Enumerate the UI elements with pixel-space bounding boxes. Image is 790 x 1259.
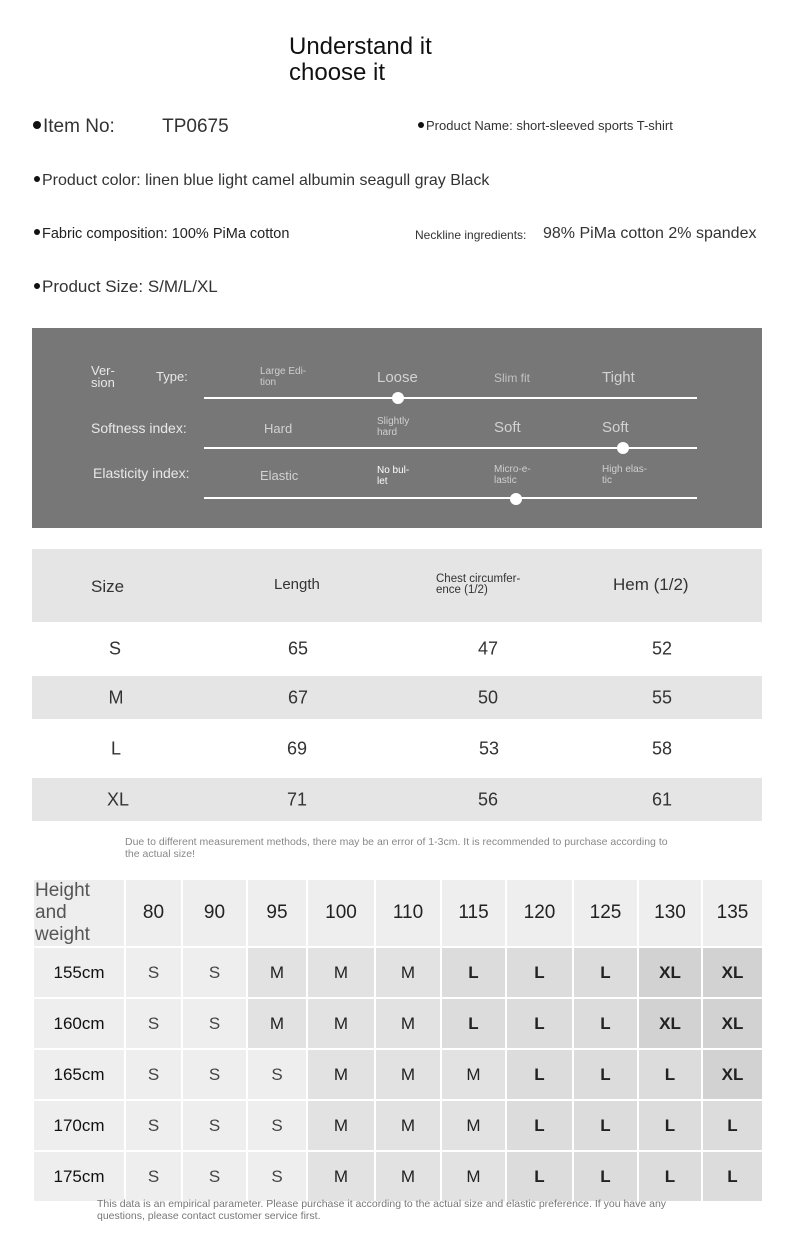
softness-label: Softness index: [91, 420, 187, 436]
bullet-icon [34, 176, 40, 182]
attribute-panel [32, 328, 762, 528]
bullet-icon [33, 121, 41, 129]
weight-header: 95 [247, 879, 307, 947]
size-cell: L [638, 1049, 702, 1100]
size-cell: M [375, 1049, 441, 1100]
table-row [33, 998, 763, 1049]
size-cell: L [441, 998, 506, 1049]
header-length: Length [274, 576, 320, 593]
size-cell: M [441, 1049, 506, 1100]
bullet-icon [34, 229, 40, 235]
cell-size: XL [106, 789, 130, 809]
product-color: Product color: linen blue light camel albumin seagull gray Black [34, 172, 489, 190]
cell-size: S [108, 638, 122, 659]
cell-chest: 56 [477, 789, 499, 809]
product-size: Product Size: S/M/L/XL [34, 277, 218, 297]
cell-length: 67 [287, 687, 309, 707]
size-cell: L [506, 1049, 573, 1100]
size-cell: S [182, 998, 247, 1049]
measurement-note: Due to different measurement methods, there may be an error of 1-3cm. It is recommended to purchase according to the actual size! [125, 836, 668, 860]
size-cell: S [247, 1049, 307, 1100]
table-row [33, 1151, 763, 1202]
size-cell: L [506, 947, 573, 998]
softness-slider-marker [617, 442, 629, 454]
size-cell: L [573, 998, 638, 1049]
size-cell: M [307, 1151, 375, 1202]
height-label: 160cm [33, 998, 125, 1049]
table-row [32, 622, 762, 676]
cell-chest: 53 [478, 738, 500, 758]
header-hem: Hem (1/2) [613, 575, 689, 594]
size-cell: S [247, 1151, 307, 1202]
page-title [289, 34, 432, 86]
size-cell: S [125, 998, 182, 1049]
size-cell: S [247, 1100, 307, 1151]
elasticity-option: Elastic [260, 468, 299, 483]
size-cell: XL [702, 947, 763, 998]
item-number [33, 116, 229, 138]
size-cell: L [702, 1151, 763, 1202]
table-row [32, 778, 762, 821]
elasticity-slider-marker [510, 493, 522, 505]
height-label: 175cm [33, 1151, 125, 1202]
size-cell: XL [702, 1049, 763, 1100]
table-row [32, 676, 762, 719]
size-cell: M [247, 947, 307, 998]
neckline-label: Neckline ingredients: [415, 228, 527, 242]
size-cell: M [307, 998, 375, 1049]
bullet-icon [34, 283, 40, 289]
size-cell: S [125, 1100, 182, 1151]
height-label: 165cm [33, 1049, 125, 1100]
weight-header: 80 [125, 879, 182, 947]
size-cell: L [573, 1100, 638, 1151]
weight-header: 135 [702, 879, 763, 947]
size-cell: L [702, 1100, 763, 1151]
size-cell: S [125, 1049, 182, 1100]
elasticity-option: High elas- tic [602, 464, 648, 486]
table-row [33, 947, 763, 998]
weight-header: 100 [307, 879, 375, 947]
height-weight-table [32, 878, 764, 1203]
size-cell: S [125, 947, 182, 998]
type-slider-marker [392, 392, 404, 404]
cell-chest: 47 [477, 638, 499, 659]
size-cell: M [375, 1151, 441, 1202]
cell-chest: 50 [477, 687, 499, 707]
size-cell: L [573, 947, 638, 998]
height-label: 170cm [33, 1100, 125, 1151]
table-row [33, 1049, 763, 1100]
size-cell: M [307, 947, 375, 998]
size-cell: M [247, 998, 307, 1049]
height-label: 155cm [33, 947, 125, 998]
fabric-composition: Fabric composition: 100% PiMa cotton [34, 226, 289, 242]
header-size: Size [91, 577, 125, 596]
neckline-value: 98% PiMa cotton 2% spandex [543, 225, 757, 242]
bullet-icon [418, 122, 424, 128]
size-cell: S [182, 1100, 247, 1151]
size-cell: M [307, 1100, 375, 1151]
size-cell: M [441, 1100, 506, 1151]
size-cell: XL [702, 998, 763, 1049]
type-label: Type: [156, 369, 188, 384]
cell-hem: 55 [651, 687, 673, 707]
size-cell: L [638, 1151, 702, 1202]
table-row [32, 719, 762, 778]
cell-length: 65 [287, 638, 309, 659]
softness-option: Soft [494, 419, 521, 436]
size-cell: XL [638, 947, 702, 998]
product-name: Product Name: short-sleeved sports T-shirt [418, 118, 673, 133]
size-cell: M [441, 1151, 506, 1202]
weight-header: 110 [375, 879, 441, 947]
header-chest: Chest circumfer- ence (1/2) [436, 573, 521, 596]
version-label: Ver- sion [91, 363, 115, 390]
size-cell: M [375, 1100, 441, 1151]
elasticity-label: Elasticity index: [93, 465, 190, 481]
size-cell: L [506, 998, 573, 1049]
cell-hem: 61 [651, 789, 673, 809]
weight-header: 115 [441, 879, 506, 947]
softness-option: Slightly hard [377, 416, 410, 438]
size-cell: S [182, 947, 247, 998]
size-table [32, 549, 762, 821]
cell-length: 69 [286, 738, 308, 758]
cell-hem: 58 [651, 738, 673, 758]
size-cell: M [307, 1049, 375, 1100]
size-cell: L [573, 1151, 638, 1202]
weight-header: 120 [506, 879, 573, 947]
title-line-2: choose it [289, 59, 386, 86]
title-line-1: Understand it [289, 33, 432, 60]
size-cell: L [506, 1151, 573, 1202]
type-option-selected: Loose [377, 369, 418, 386]
weight-header: 130 [638, 879, 702, 947]
parameter-note: This data is an empirical parameter. Please purchase it according to the actual size and elastic preference. If you have any questions, please contact customer service first. [97, 1198, 667, 1222]
size-cell: S [182, 1049, 247, 1100]
size-cell: L [573, 1049, 638, 1100]
type-option: Tight [602, 369, 635, 386]
type-slider-track [204, 397, 697, 399]
cell-hem: 52 [651, 638, 673, 659]
size-cell: M [375, 998, 441, 1049]
cell-length: 71 [286, 789, 308, 809]
size-cell: M [375, 947, 441, 998]
size-cell: S [125, 1151, 182, 1202]
weight-header-row [33, 879, 763, 947]
cell-size: L [110, 738, 122, 758]
size-cell: XL [638, 998, 702, 1049]
cell-size: M [108, 687, 124, 707]
weight-header: 125 [573, 879, 638, 947]
size-cell: L [638, 1100, 702, 1151]
elasticity-slider-track [204, 497, 697, 499]
type-option: Slim fit [494, 371, 530, 385]
size-cell: L [506, 1100, 573, 1151]
item-no-value: TP0675 [162, 116, 229, 137]
size-table-header [32, 549, 762, 622]
size-cell: L [441, 947, 506, 998]
elasticity-option-selected: No bul- let [377, 465, 410, 487]
corner-label: Height and weight [33, 879, 125, 947]
softness-option: Hard [264, 421, 293, 436]
type-option: Large Edi- tion [260, 366, 307, 388]
weight-header: 90 [182, 879, 247, 947]
size-cell: S [182, 1151, 247, 1202]
item-no-label: Item No: [43, 116, 115, 137]
softness-option-selected: Soft [602, 419, 629, 436]
elasticity-option: Micro-e- lastic [494, 464, 531, 486]
table-row [33, 1100, 763, 1151]
